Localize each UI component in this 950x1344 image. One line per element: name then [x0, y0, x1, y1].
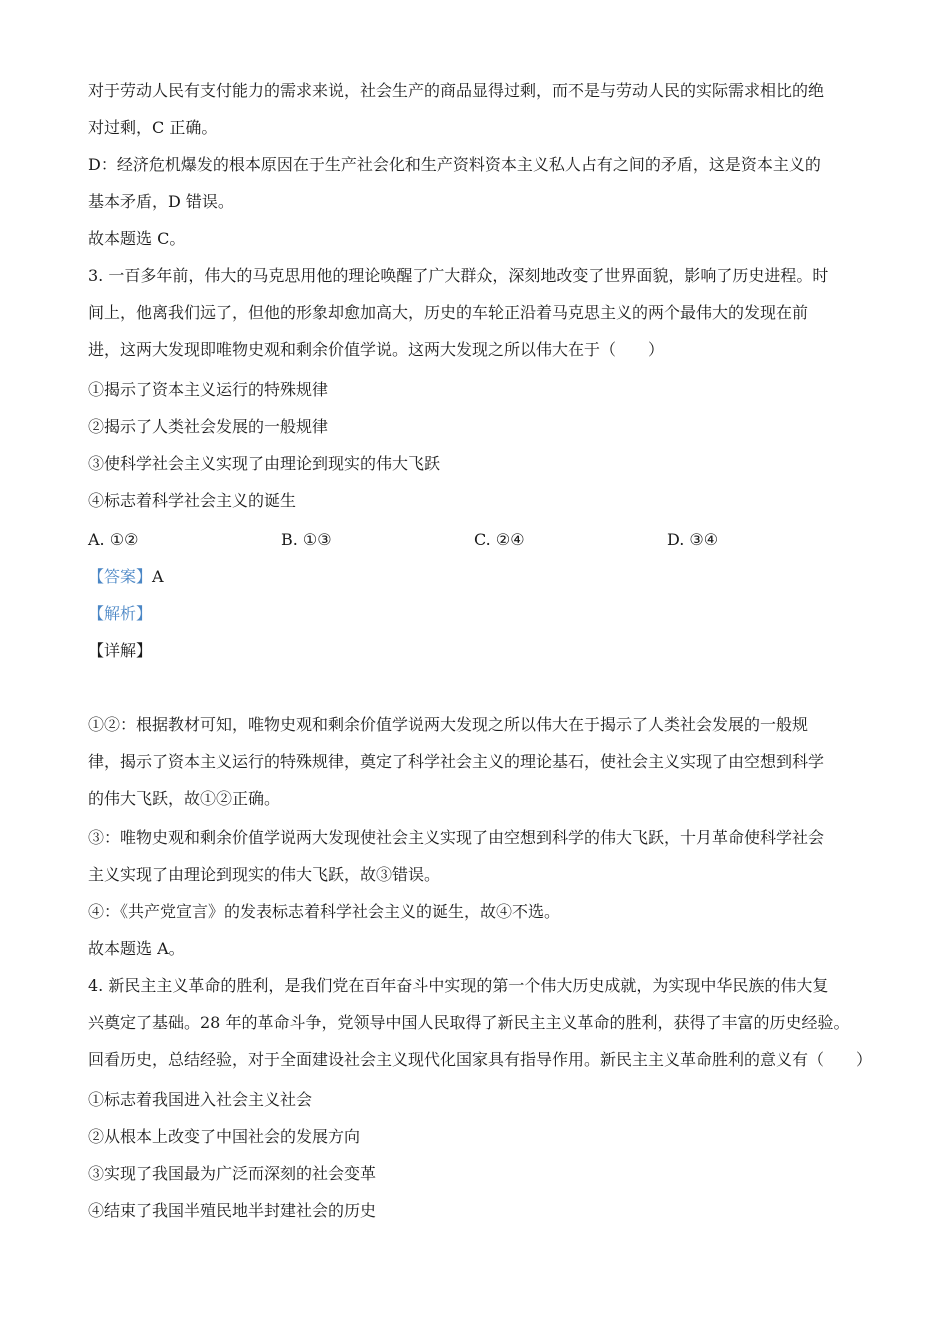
explanation-line: ③：唯物史观和剩余价值学说两大发现使社会主义实现了由空想到科学的伟大飞跃，十月革命使科学社会: [88, 828, 825, 847]
text-line: 对于劳动人民有支付能力的需求来说，社会生产的商品显得过剩，而不是与劳动人民的实际需求相比的绝: [88, 81, 825, 100]
answer-line: [88, 566, 164, 588]
statement-item: ③使科学社会主义实现了由理论到现实的伟大飞跃: [88, 454, 441, 473]
statement-item: ①标志着我国进入社会主义社会: [88, 1090, 313, 1109]
explanation-line: 主义实现了由理论到现实的伟大飞跃，故③错误。: [88, 865, 441, 884]
option-a: A. ①②: [88, 530, 139, 549]
statement-item: ②从根本上改变了中国社会的发展方向: [88, 1127, 361, 1146]
question-3-stem: 进，这两大发现即唯物史观和剩余价值学说。这两大发现之所以伟大在于（ ）: [88, 340, 665, 359]
question-4-stem: 4. 新民主主义革命的胜利，是我们党在百年奋斗中实现的第一个伟大历史成就，为实现中华民族的伟大复: [88, 976, 829, 995]
question-3-stem: 3. 一百多年前，伟大的马克思用他的理论唤醒了广大群众，深刻地改变了世界面貌，影响了历史进程。时: [88, 266, 829, 285]
statement-item: ②揭示了人类社会发展的一般规律: [88, 417, 329, 436]
explanation-line: ①②：根据教材可知，唯物史观和剩余价值学说两大发现之所以伟大在于揭示了人类社会发展的一般规: [88, 715, 809, 734]
option-d: D. ③④: [667, 530, 719, 549]
statement-item: ④结束了我国半殖民地半封建社会的历史: [88, 1201, 377, 1220]
explanation-line: 的伟大飞跃，故①②正确。: [88, 789, 281, 808]
answer-value: A: [152, 567, 164, 586]
explanation-line: ④：《共产党宣言》的发表标志着科学社会主义的诞生，故④不选。: [88, 902, 561, 921]
statement-item: ③实现了我国最为广泛而深刻的社会变革: [88, 1164, 377, 1183]
option-b: B. ①③: [281, 530, 332, 549]
explanation-line: 律，揭示了资本主义运行的特殊规律，奠定了科学社会主义的理论基石，使社会主义实现了由空想到科学: [88, 752, 825, 771]
text-line: 对过剩，C 正确。: [88, 118, 218, 137]
analysis-tag: 【解析】: [88, 604, 153, 623]
conclusion-line: 故本题选 A。: [88, 939, 185, 958]
text-line: 基本矛盾，D 错误。: [88, 192, 234, 211]
detail-tag: 【详解】: [88, 641, 153, 660]
question-3-stem: 间上，他离我们远了，但他的形象却愈加高大，历史的车轮正沿着马克思主义的两个最伟大的发现在前: [88, 303, 809, 322]
statement-item: ④标志着科学社会主义的诞生: [88, 491, 297, 510]
question-4-stem: 兴奠定了基础。28 年的革命斗争，党领导中国人民取得了新民主主义革命的胜利，获得了丰富的历史经验。: [88, 1013, 850, 1032]
answer-tag: 【答案】: [88, 567, 153, 586]
statement-item: ①揭示了资本主义运行的特殊规律: [88, 380, 329, 399]
question-4-stem: 回看历史，总结经验，对于全面建设社会主义现代化国家具有指导作用。新民主主义革命胜利的意义有（ ）: [88, 1050, 873, 1069]
text-line: D：经济危机爆发的根本原因在于生产社会化和生产资料资本主义私人占有之间的矛盾，这是资本主义的: [88, 155, 821, 174]
option-c: C. ②④: [474, 530, 525, 549]
text-line: 故本题选 C。: [88, 229, 186, 248]
